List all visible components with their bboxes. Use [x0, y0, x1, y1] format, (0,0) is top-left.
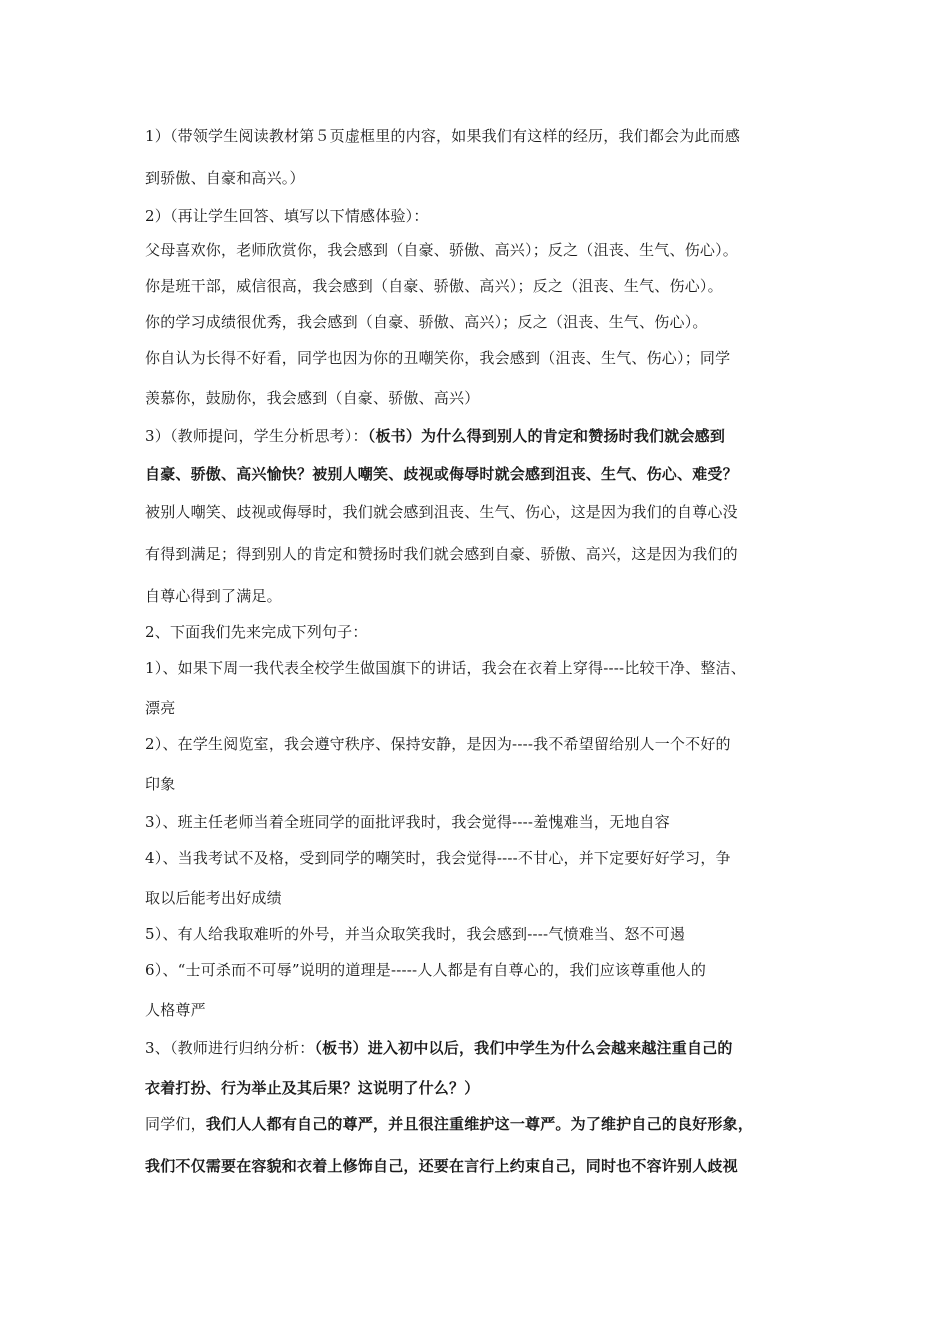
text-line: [145, 426, 725, 446]
text-line: 1）、如果下周一我代表全校学生做国旗下的讲话，我会在衣着上穿得----比较干净、整洁、: [145, 659, 746, 677]
text-segment: 3）（教师提问，学生分析思考）：: [145, 427, 368, 445]
text-line: 你的学习成绩很优秀，我会感到（自豪、骄傲、高兴）；反之（沮丧、生气、伤心）。: [145, 313, 708, 331]
text-line: 2）、在学生阅览室，我会遵守秩序、保持安静，是因为----我不希望留给别人一个不好的: [145, 735, 731, 753]
text-line: 6）、“士可杀而不可辱”说明的道理是-----人人都是有自尊心的，我们应该尊重他人的: [145, 961, 707, 979]
text-line: 自尊心得到了满足。: [145, 587, 282, 605]
text-line: 3）、班主任老师当着全班同学的面批评我时，我会觉得----羞愧难当，无地自容: [145, 813, 670, 831]
text-line: 羡慕你，鼓励你，我会感到（自豪、骄傲、高兴）: [145, 389, 480, 407]
text-line: 漂亮: [145, 699, 176, 717]
text-line: 被别人嘲笑、歧视或侮辱时，我们就会感到沮丧、生气、伤心，这是因为我们的自尊心没: [145, 503, 738, 521]
text-line: 4）、当我考试不及格，受到同学的嘲笑时，我会觉得----不甘心，并下定要好好学习，争: [145, 849, 731, 867]
text-line: 你自认为长得不好看，同学也因为你的丑嘲笑你，我会感到（沮丧、生气、伤心）；同学: [145, 349, 731, 367]
text-line: 人格尊严: [145, 1001, 206, 1019]
text-line: 2、下面我们先来完成下列句子：: [145, 623, 368, 641]
text-line: 你是班干部，威信很高，我会感到（自豪、骄傲、高兴）；反之（沮丧、生气、伤心）。: [145, 277, 723, 295]
text-line: 取以后能考出好成绩: [145, 889, 282, 907]
text-line: 自豪、骄傲、高兴愉快？被别人嘲笑、歧视或侮辱时就会感到沮丧、生气、伤心、难受？: [145, 465, 738, 483]
text-segment: 同学们，: [145, 1115, 206, 1133]
text-line: 5）、有人给我取难听的外号，并当众取笑我时，我会感到----气愤难当、怒不可遏: [145, 925, 686, 943]
text-line: [145, 1038, 733, 1058]
board-note: （板书）为什么得到别人的肯定和赞扬时我们就会感到: [367, 427, 726, 445]
text-line: 1）（带领学生阅读教材第５页虚框里的内容，如果我们有这样的经历，我们都会为此而感: [145, 127, 741, 145]
emphasis-text: 我们人人都有自己的尊严，并且很注重维护这一尊严。为了维护自己的良好形象，: [205, 1115, 754, 1133]
text-line: 有得到满足；得到别人的肯定和赞扬时我们就会感到自豪、骄傲、高兴，这是因为我们的: [145, 545, 738, 563]
text-line: 我们不仅需要在容貌和衣着上修饰自己，还要在言行上约束自己，同时也不容许别人歧视: [145, 1157, 738, 1175]
text-line: 到骄傲、自豪和高兴。）: [145, 169, 305, 187]
board-note: （板书）进入初中以后，我们中学生为什么会越来越注重自己的: [314, 1039, 733, 1057]
text-line: 2）（再让学生回答、填写以下情感体验）：: [145, 207, 429, 225]
text-line: 父母喜欢你，老师欣赏你，我会感到（自豪、骄傲、高兴）；反之（沮丧、生气、伤心）。: [145, 241, 739, 259]
text-segment: 3、（教师进行归纳分析：: [145, 1039, 315, 1057]
text-line: [145, 1114, 753, 1134]
text-line: 衣着打扮、行为举止及其后果？这说明了什么？）: [145, 1079, 480, 1097]
text-line: 印象: [145, 775, 176, 793]
